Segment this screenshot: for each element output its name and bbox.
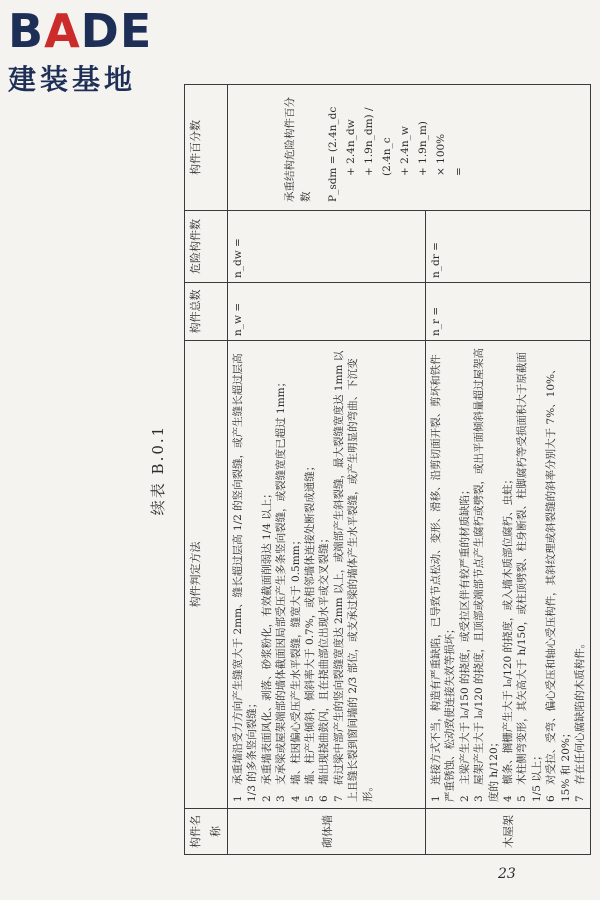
method-masonry — [228, 341, 426, 809]
method-timber-truss — [426, 341, 591, 809]
formula-line: P_sdm = (2.4n_dc — [327, 106, 339, 202]
table-row-masonry — [228, 85, 426, 855]
method-item: 7 存在任何心腐缺陷的木质构件。 — [574, 637, 587, 802]
danger-count-timber-truss: n_dr = — [426, 211, 591, 283]
brand-wordmark: BADE — [8, 4, 153, 58]
header-percentage: 构件百分数 — [185, 85, 228, 211]
formula-line: + 2.4n_dw — [345, 119, 357, 176]
method-item: 5 墙、柱产生倾斜，倾斜率大于 0.7%，或相邻墙体连接处断裂成通缝； — [304, 460, 317, 802]
formula-line: × 100% — [435, 133, 447, 176]
assessment-table — [184, 84, 591, 855]
method-item: 2 主梁产生大于 l₀/150 的挠度，或受拉区伴有较严重的材质缺陷； — [458, 484, 471, 802]
method-item: 2 承重墙表面风化、剥落、砂浆粉化，有效截面削弱达 1/4 以上； — [260, 488, 273, 802]
component-name-masonry: 砌体墙 — [228, 809, 426, 855]
method-item: 3 屋架产生大于 l₀/120 的挠度，且顶部或端部节点产生腐朽或劈裂，或出平面倾斜量超过屋架高度的 h/120； — [473, 347, 500, 802]
header-method: 构件判定方法 — [185, 341, 228, 809]
method-item: 1 连接方式不当，构造有严重缺陷，已导致节点松动、变形、滑移、沿剪切面开裂、剪坏和铁件严重锈蚀、松动致使连接失效等损坏； — [430, 354, 457, 802]
formula-line: + 1.9n_dm) / — [363, 107, 375, 176]
method-item: 4 檩条、搁栅产生大于 l₀/120 的挠度，或入墙木质部位腐朽、虫蛀； — [502, 473, 515, 802]
table-caption: 续表 B.0.1 — [149, 424, 167, 516]
method-item: 7 砖过梁中部产生的竖向裂缝宽度达 2mm 以上，或端部产生斜裂缝，最大裂缝宽度达 1mm 以上且缝长裂到窗间墙的 2/3 部位，或支承过梁的墙体产生水平裂缝，或产生明显的弯曲、下沉变形。 — [332, 350, 374, 802]
formula-line: + 2.4n_w — [399, 126, 411, 176]
method-item: 6 墙出现挠曲鼓闪，且在挠曲部位出现水平或交叉裂缝； — [318, 532, 331, 802]
method-item: 6 对受拉、受弯、偏心受压和轴心受压构件，其斜纹理或斜裂缝的斜率分别大于 7%、10%、15% 和 20%； — [545, 363, 572, 802]
formula-label: 承重结构危险构件百分数 — [284, 97, 312, 202]
formula-line: = — [453, 167, 465, 176]
method-item: 4 墙、柱因偏心受压产生水平裂缝，缝宽大于 0.5mm； — [289, 534, 302, 802]
table-header-row — [185, 85, 228, 855]
method-item: 5 木柱侧弯变形，其矢高大于 h/150，或柱顶劈裂、柱身断裂、柱脚腐朽等受损面积大于原截面 1/5 以上； — [516, 352, 543, 802]
component-name-timber-truss: 木屋架 — [426, 809, 591, 855]
total-count-timber-truss: n_r = — [426, 283, 591, 341]
formula-line: + 1.9n_m) — [417, 121, 429, 176]
total-count-masonry: n_w = — [228, 283, 426, 341]
method-item: 3 支承梁或屋架端部的墙体截面因局部受压产生多条竖向裂缝，或裂缝宽度已超过 1mm； — [275, 376, 288, 802]
formula-line: (2.4n_c — [381, 137, 393, 176]
method-item: 1 承重墙沿受力方向产生缝宽大于 2mm、缝长超过层高 1/2 的竖向裂缝，或产生缝长超过层高 1/3 的多条竖向裂缝； — [232, 353, 259, 802]
page-number: 23 — [498, 866, 516, 882]
rotated-table-page — [140, 85, 587, 855]
header-danger-count: 危险构件数 — [185, 211, 228, 283]
percentage-formula-cell — [228, 85, 591, 211]
danger-count-masonry: n_dw = — [228, 211, 426, 283]
brand-subtitle: 建装基地 — [8, 63, 137, 96]
header-component-name: 构件名称 — [185, 809, 228, 855]
header-total-count: 构件总数 — [185, 283, 228, 341]
